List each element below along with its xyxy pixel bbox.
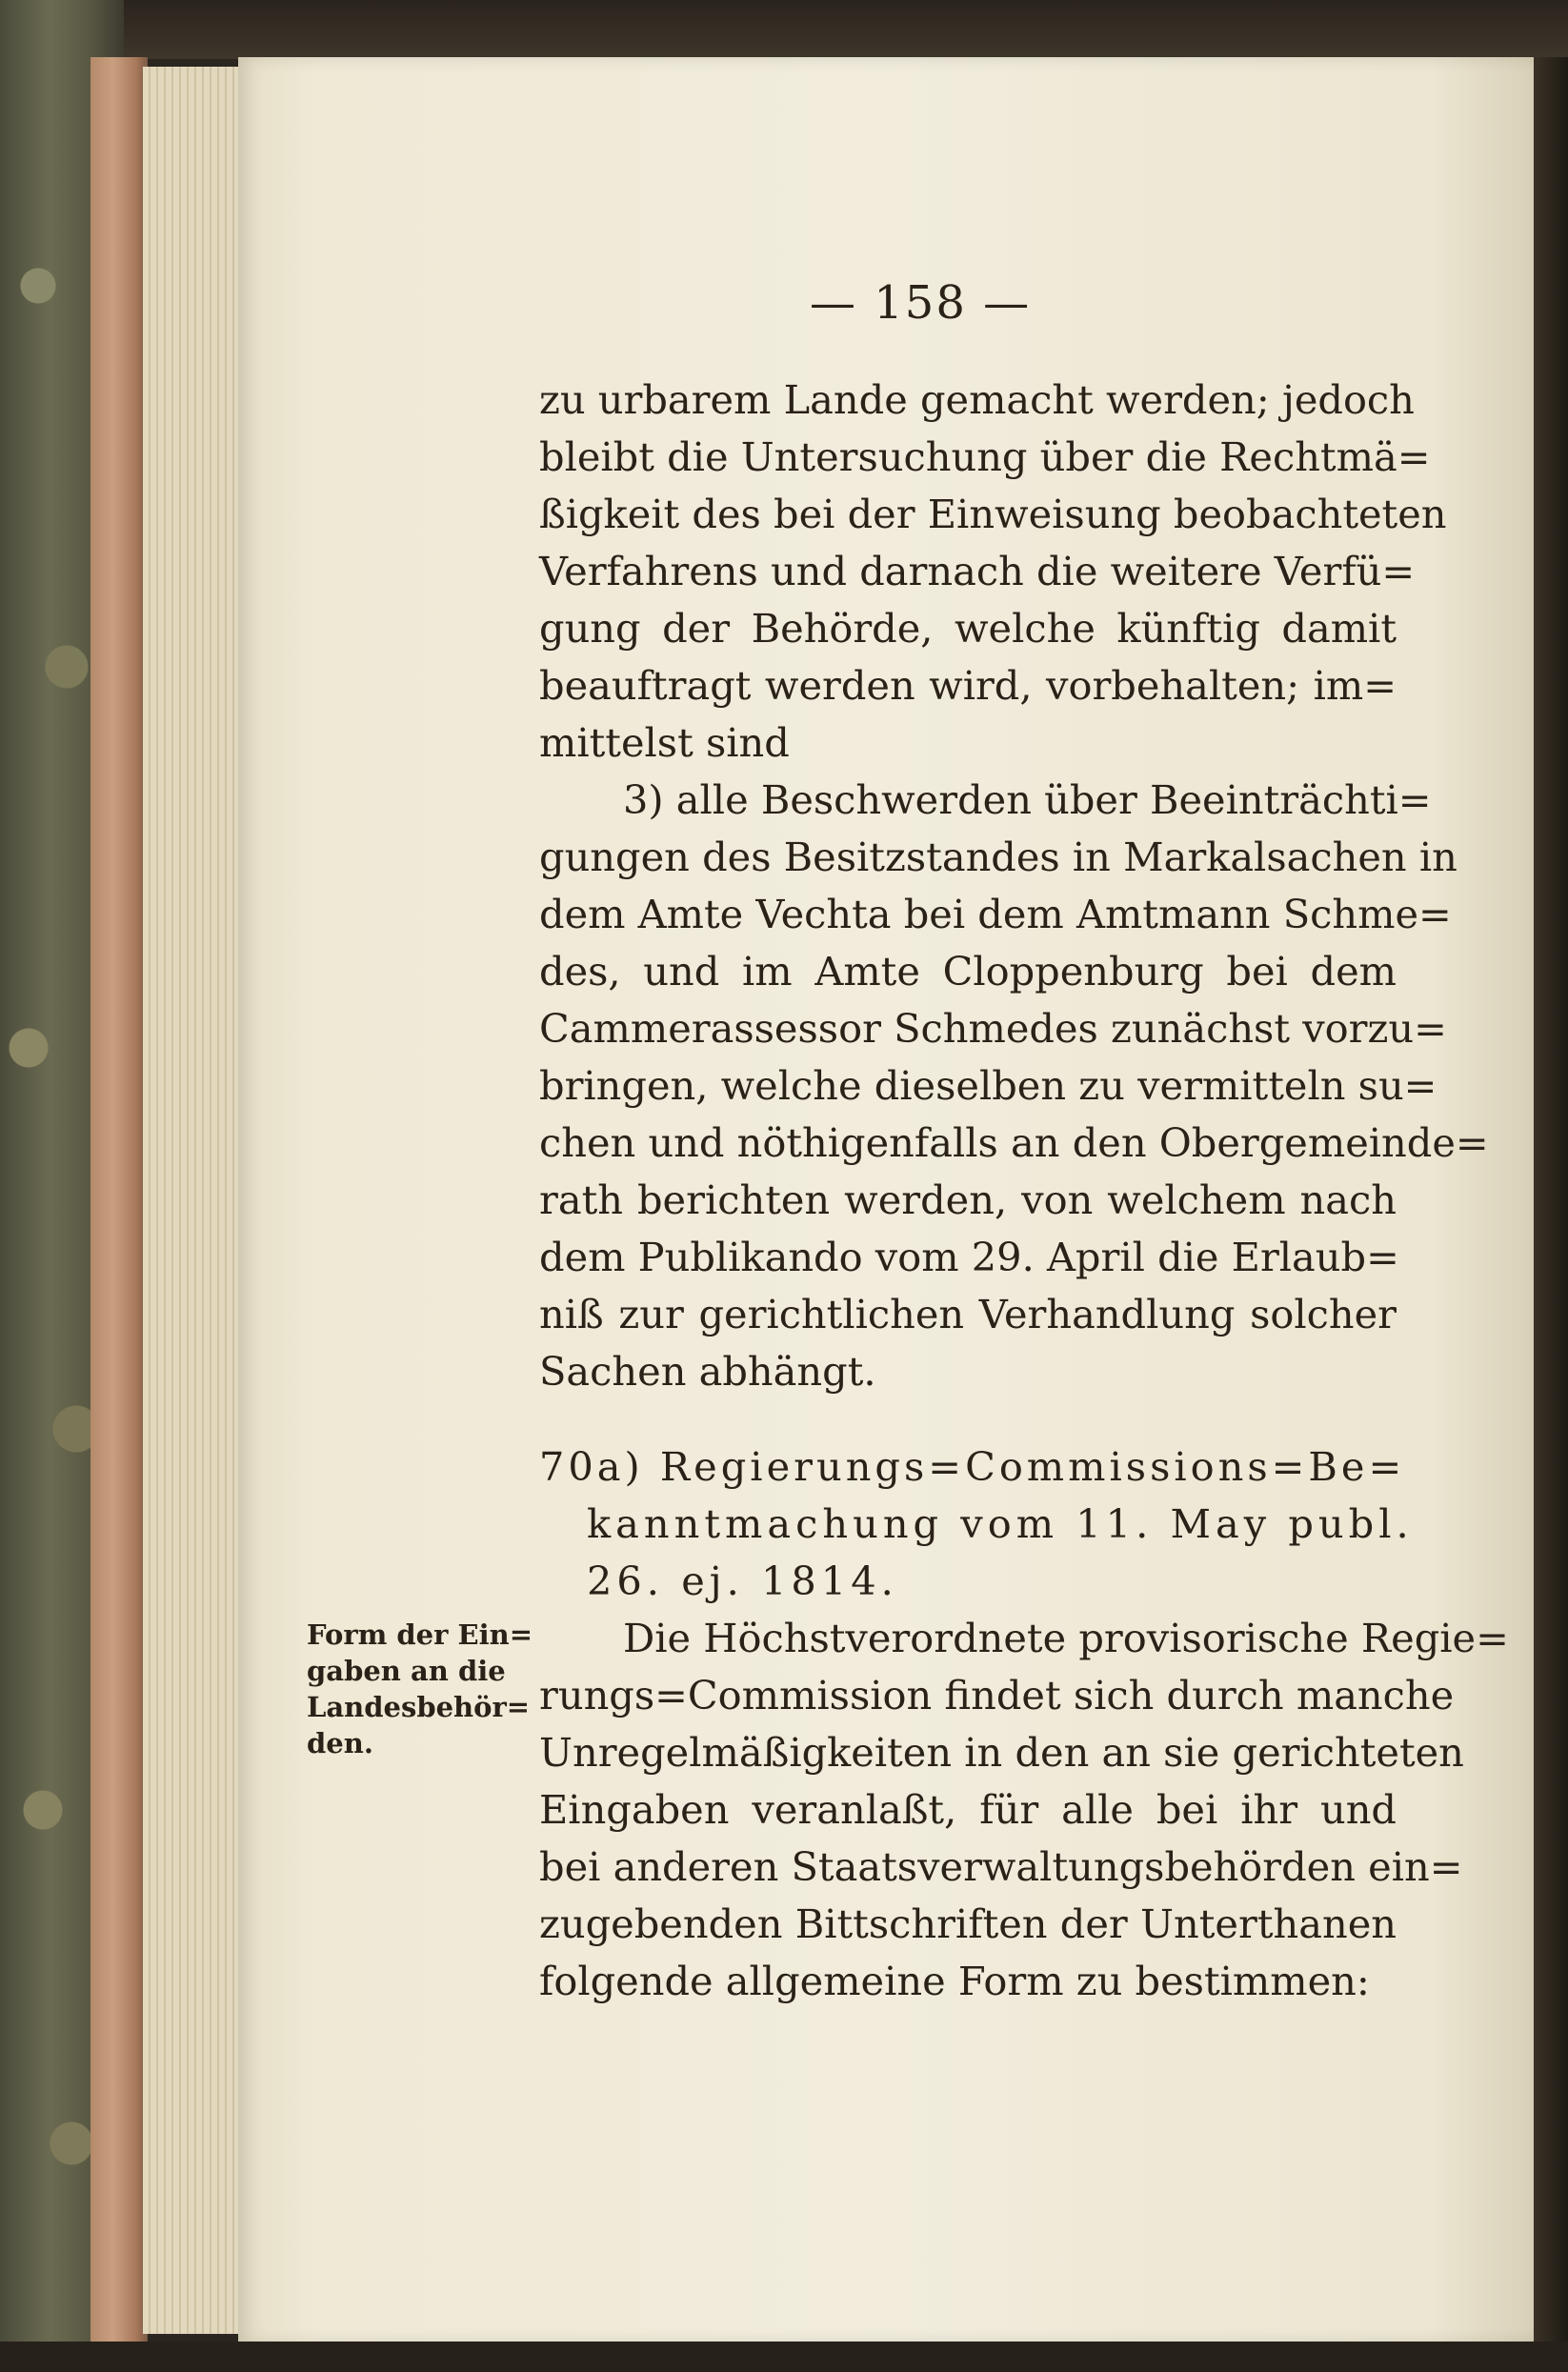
text-line: ßigkeit des bei der Einweisung beobachteten: [539, 491, 1447, 537]
text-line: zugebenden Bittschriften der Unterthanen: [539, 1900, 1397, 1947]
margin-note: [307, 1617, 535, 1761]
text-line: bleibt die Untersuchung über die Rechtmä=: [539, 433, 1431, 480]
text-line: gung der Behörde, welche künftig damit: [539, 605, 1397, 652]
text-line: bringen, welche dieselben zu vermitteln su=: [539, 1062, 1437, 1109]
text-line: rath berichten werden, von welchem nach: [539, 1176, 1397, 1223]
text-line: gungen des Besitzstandes in Markalsachen in: [539, 834, 1457, 880]
text-line: Cammerassessor Schmedes zunächst vorzu=: [539, 1005, 1447, 1052]
text-line: folgende allgemeine Form zu bestimmen:: [539, 1958, 1370, 2004]
heading-line: 26. ej. 1814.: [587, 1558, 898, 1604]
text-line: Eingaben veranlaßt, für alle bei ihr und: [539, 1786, 1397, 1833]
book-top-edge: [0, 0, 1568, 59]
margin-note-line: Landesbehör=: [307, 1691, 531, 1723]
margin-note-line: gaben an die: [307, 1655, 506, 1687]
text-line: chen und nöthigenfalls an den Obergemeinde=: [539, 1119, 1489, 1166]
book-spine-edge: [90, 57, 148, 2343]
text-line: zu urbarem Lande gemacht werden; jedoch: [539, 376, 1415, 423]
text-line: bei anderen Staatsverwaltungsbehörden ein=: [539, 1843, 1463, 1890]
page-stack: [143, 67, 248, 2334]
heading-line: 70a) Regierungs=Commissions=Be=: [539, 1443, 1406, 1490]
margin-note-line: den.: [307, 1727, 373, 1759]
margin-note-line: Form der Ein=: [307, 1618, 533, 1651]
book-bottom-edge: [0, 2342, 1568, 2372]
text-line: dem Amte Vechta bei dem Amtmann Schme=: [539, 891, 1452, 937]
paragraph-continuation: [539, 372, 1489, 1400]
heading-line: kanntmachung vom 11. May publ.: [587, 1500, 1414, 1547]
text-line: rungs=Commission findet sich durch manche: [539, 1672, 1455, 1719]
text-line: des, und im Amte Cloppenburg bei dem: [539, 948, 1397, 995]
text-line: niß zur gerichtlichen Verhandlung solcher: [539, 1291, 1397, 1337]
text-line: Sachen abhängt.: [539, 1348, 876, 1395]
book-right-edge: [1534, 57, 1568, 2343]
text-line: Verfahrens und darnach die weitere Verfü=: [539, 548, 1416, 594]
text-line: mittelst sind: [539, 719, 790, 766]
text-line: 3) alle Beschwerden über Beeinträchti=: [623, 776, 1432, 823]
text-line: dem Publikando vom 29. April die Erlaub=: [539, 1234, 1399, 1280]
text-line: Die Höchstverordnete provisorische Regie=: [623, 1615, 1509, 1661]
page-number: — 158 —: [810, 276, 1032, 330]
section-heading: [539, 1438, 1414, 1610]
text-line: Unregelmäßigkeiten in den an sie gerichteten: [539, 1729, 1464, 1776]
text-line: beauftragt werden wird, vorbehalten; im=: [539, 662, 1397, 709]
paragraph-decree: [539, 1610, 1509, 2010]
